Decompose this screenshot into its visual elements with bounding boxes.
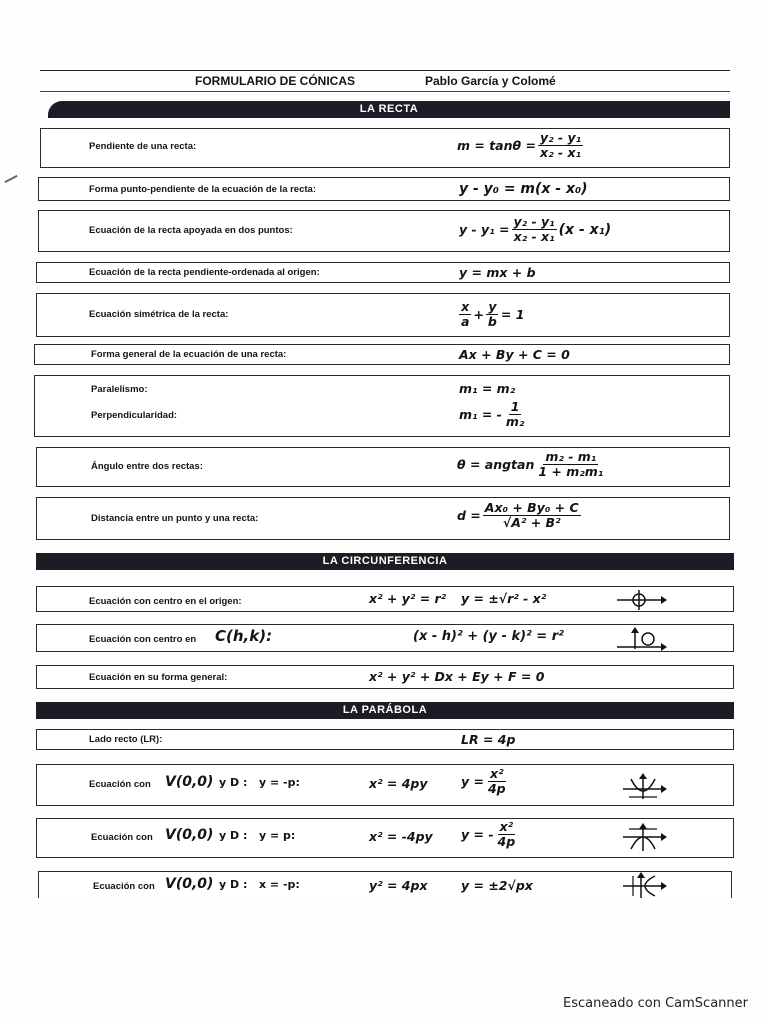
circle-origin-icon xyxy=(615,589,667,611)
document-author: Pablo García y Colomé xyxy=(425,74,556,88)
center-notation: C(h,k): xyxy=(215,627,273,645)
formula: LR = 4p xyxy=(461,732,516,747)
formula-paralelismo: m₁ = m₂ xyxy=(459,381,516,396)
row-label-paralelismo: Paralelismo: xyxy=(91,384,148,395)
formula-1: x² = -4py xyxy=(369,829,433,844)
row-label: Ecuación con xyxy=(91,832,153,843)
formula-2: y = ±2√px xyxy=(461,878,533,893)
formula-perpendicularidad: m₁ = - $\frac{1}{\text{m₂}}$ xyxy=(459,399,525,429)
row-label: Ecuación con centro en el origen: xyxy=(89,596,242,607)
scanner-watermark: Escaneado con CamScanner xyxy=(562,996,748,1011)
formula: $\frac{x}{a}$ + $\frac{y}{b}$ = 1 xyxy=(461,299,525,329)
row-label: Ecuación simétrica de la recta: xyxy=(89,309,229,320)
formula-row-punto-pendiente xyxy=(38,177,730,201)
formula-row-parabola-1 xyxy=(36,764,734,806)
row-label: Ecuación con centro en xyxy=(89,634,197,645)
directrix-label: y = -p: xyxy=(259,776,300,789)
section-band-parabola: LA PARÁBOLA xyxy=(36,702,734,719)
formula: m = tanθ = $\frac{\text{y₂ - y₁}}{\text{x₂ - x₁}}$ xyxy=(457,130,582,160)
formula-2: y = $\frac{\text{x²}}{4p}$ xyxy=(461,766,506,796)
y-d-label: y D : xyxy=(219,776,248,789)
parabola-down-icon xyxy=(621,823,667,853)
formula: Ax + By + C = 0 xyxy=(459,347,570,362)
formula-2: y = ±√r² - x² xyxy=(461,591,547,606)
formula: x² + y² + Dx + Ey + F = 0 xyxy=(369,669,545,684)
formula: d = $\frac{\text{Ax₀ + By₀ + C}}{\text{√A² + B²}}$ xyxy=(457,500,579,530)
directrix-label: x = -p: xyxy=(259,878,300,891)
formula-row-dos-puntos xyxy=(38,210,730,252)
row-label: Ecuación de la recta pendiente-ordenada al origen: xyxy=(89,267,320,278)
scan-mark xyxy=(4,175,17,183)
section-band-circunferencia: LA CIRCUNFERENCIA xyxy=(36,553,734,570)
formula: (x - h)² + (y - k)² = r² xyxy=(413,629,564,644)
formula-row-distancia xyxy=(36,497,730,540)
formula-row-pendiente-ordenada xyxy=(36,262,730,283)
section-band-recta: LA RECTA xyxy=(48,101,730,118)
directrix-label: y = p: xyxy=(259,829,296,842)
formula-row-circ-general xyxy=(36,665,734,689)
formula-row-angulo xyxy=(36,447,730,487)
formula-row-lado-recto xyxy=(36,729,734,750)
formula: θ = angtan $\frac{\text{m₂ - m₁}}{\text{1 + m₂m₁}}$ xyxy=(457,449,604,479)
formula-1: x² + y² = r² xyxy=(369,591,447,606)
formula: y - y₁ = $\frac{\text{y₂ - y₁}}{\text{x₂ - x₁}}$ (x - x₁) xyxy=(459,214,612,244)
row-label: Forma general de la ecuación de una recta: xyxy=(91,349,287,360)
formula-row-circ-centro xyxy=(36,624,734,652)
row-label: Ecuación en su forma general: xyxy=(89,672,228,683)
y-d-label: y D : xyxy=(219,829,248,842)
row-label: Lado recto (LR): xyxy=(89,734,163,745)
formula-row-circ-origen xyxy=(36,586,734,612)
row-label: Pendiente de una recta: xyxy=(89,141,197,152)
formula-row-general xyxy=(34,344,730,365)
formula-1: x² = 4py xyxy=(369,776,428,791)
formula: y = mx + b xyxy=(459,265,536,280)
formula-row-parabola-3 xyxy=(38,871,732,898)
formula-2: y = - $\frac{\text{x²}}{4p}$ xyxy=(461,819,516,849)
formula-row-parabola-2 xyxy=(36,818,734,858)
circle-center-icon xyxy=(615,627,667,651)
row-label: Distancia entre un punto y una recta: xyxy=(91,513,259,524)
formula-1: y² = 4px xyxy=(369,878,428,893)
parabola-right-icon xyxy=(621,872,667,898)
row-label: Forma punto-pendiente de la ecuación de la recta: xyxy=(89,184,316,195)
row-label: Ángulo entre dos rectas: xyxy=(91,461,203,472)
vertex-notation: V(0,0) xyxy=(165,876,214,892)
document-title: FORMULARIO DE CÓNICAS xyxy=(195,74,355,88)
formula-row-pendiente xyxy=(40,128,730,168)
y-d-label: y D : xyxy=(219,878,248,891)
row-label: Ecuación con xyxy=(93,881,155,892)
formula-row-simetrica xyxy=(36,293,730,337)
formula: y - y₀ = m(x - x₀) xyxy=(459,181,588,197)
vertex-notation: V(0,0) xyxy=(165,774,214,790)
document-header xyxy=(40,70,730,92)
row-label: Ecuación con xyxy=(89,779,151,790)
formula-row-paralelismo-perpendicularidad xyxy=(34,375,730,437)
vertex-notation: V(0,0) xyxy=(165,827,214,843)
parabola-up-icon xyxy=(621,771,667,801)
row-label: Ecuación de la recta apoyada en dos puntos: xyxy=(89,225,293,236)
row-label-perpendicularidad: Perpendicularidad: xyxy=(91,410,178,421)
